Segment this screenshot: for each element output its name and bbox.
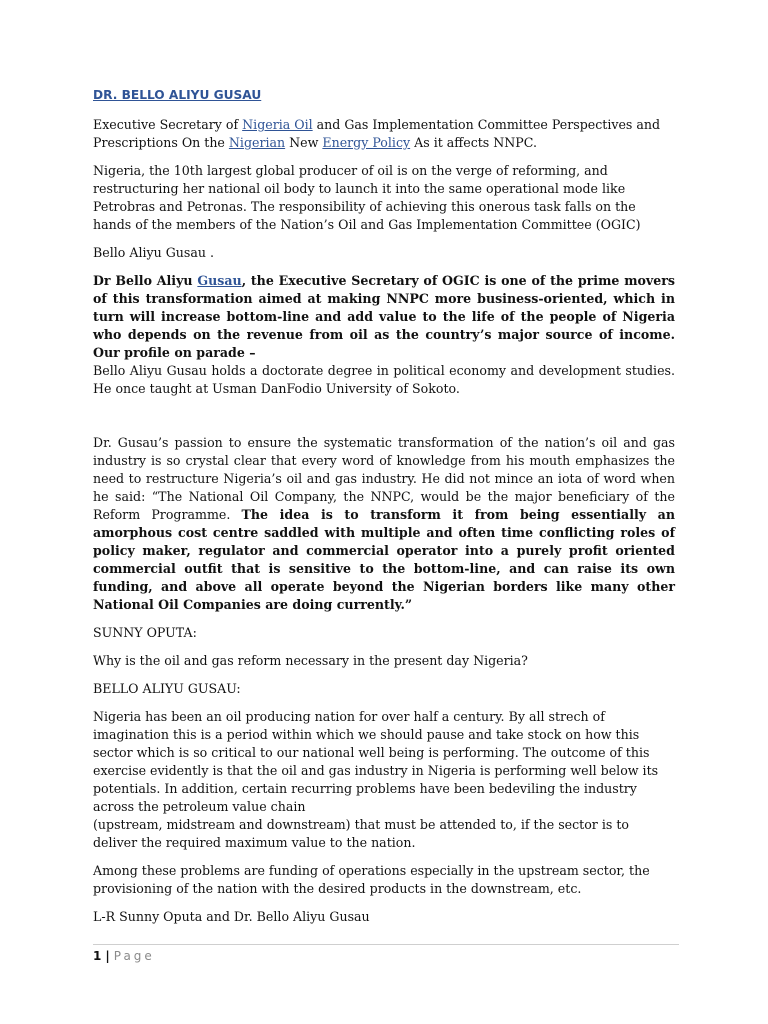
page-label: Page (113, 949, 155, 963)
intro-paragraph (93, 116, 675, 152)
profile-text-3: Bello Aliyu Gusau holds a doctorate degree in political economy and development studies. He once taught at Usman DanFodio University of Sokoto. (93, 363, 675, 396)
answer-text-1: Nigeria has been an oil producing nation for over half a century. By all strech of imagination this is a period within which we should pause and take stock on how this sector which is so critical to our national well being is performing. The outcome of this exercise evidently is that the oil and gas industry in Nigeria is performing well below its potentials. In addition, certain recurring problems have been bedeviling the industry across the petroleum value chain (93, 709, 659, 814)
answer-paragraph-1 (93, 708, 675, 852)
intro-text-1: Executive Secretary of (93, 117, 243, 132)
energy-policy-link[interactable]: Energy Policy (322, 135, 411, 150)
quote-text-2: The idea is to transform it from being essentially an amorphous cost centre saddled with multiple and often time conflicting roles of policy maker, regulator and commercial operator into a purely profit oriented commercial outfit that is sensitive to the bottom-line, and can raise its own funding, and above all operate beyond the Nigerian borders like many other National Oil Companies are doing currently.” (93, 507, 675, 612)
profile-text-2: , the Executive Secretary of OGIC is one of the prime movers of this transformation aimed at making NNPC more business-oriented, which in turn will increase bottom-line and add value to the life of the people of Nigeria who depends on the revenue from oil as the country’s major source of income. Our profile on parade – (93, 273, 675, 360)
answer-paragraph-2: Among these problems are funding of operations especially in the upstream sector, the provisioning of the nation with the desired products in the downstream, etc. (93, 863, 650, 896)
quote-text-1: Dr. Gusau’s passion to ensure the systematic transformation of the nation’s oil and gas industry is so crystal clear that every word of knowledge from his mouth emphasizes the need to restructure Nigeria’s oil and gas industry. He did not mince an iota of word when he said: “The National Oil Company, the NNPC, would be the major beneficiary of the Reform Programme. (93, 435, 675, 522)
answer-text-2: (upstream, midstream and downstream) that must be attended to, if the sector is to deliver the required maximum value to the nation. (93, 817, 629, 850)
profile-paragraph (93, 272, 675, 398)
document-body (93, 86, 675, 936)
profile-text-1: Dr Bello Aliyu (93, 273, 198, 288)
intro-text-3: New (285, 135, 323, 150)
question-paragraph: Why is the oil and gas reform necessary in the present day Nigeria? (93, 653, 528, 668)
speaker-sunny: SUNNY OPUTA: (93, 625, 197, 640)
quote-paragraph (93, 434, 675, 614)
document-title: DR. BELLO ALIYU GUSAU (93, 88, 262, 102)
intro-text-2: and Gas Implementation Committee Perspectives and Prescriptions On the (93, 117, 661, 150)
blank-space (93, 408, 675, 434)
photo-caption: L-R Sunny Oputa and Dr. Bello Aliyu Gusau (93, 909, 370, 924)
name-line: Bello Aliyu Gusau . (93, 245, 214, 260)
footer-separator: | (105, 949, 110, 963)
footer-divider (93, 944, 679, 945)
gusau-link[interactable]: Gusau (197, 273, 242, 288)
nigeria-oil-link[interactable]: Nigeria Oil (242, 117, 313, 132)
page-footer (93, 948, 155, 964)
speaker-bello: BELLO ALIYU GUSAU: (93, 681, 241, 696)
page-number: 1 (93, 949, 102, 963)
intro-text-4: As it affects NNPC. (410, 135, 537, 150)
paragraph-ogic: Nigeria, the 10th largest global producer of oil is on the verge of reforming, and restructuring her national oil body to launch it into the same operational mode like Petrobras and Petronas. The responsibility of achieving this onerous task falls on the hands of the members of the Nation’s Oil and Gas Implementation Committee (OGIC) (93, 163, 641, 232)
nigerian-link[interactable]: Nigerian (228, 135, 286, 150)
